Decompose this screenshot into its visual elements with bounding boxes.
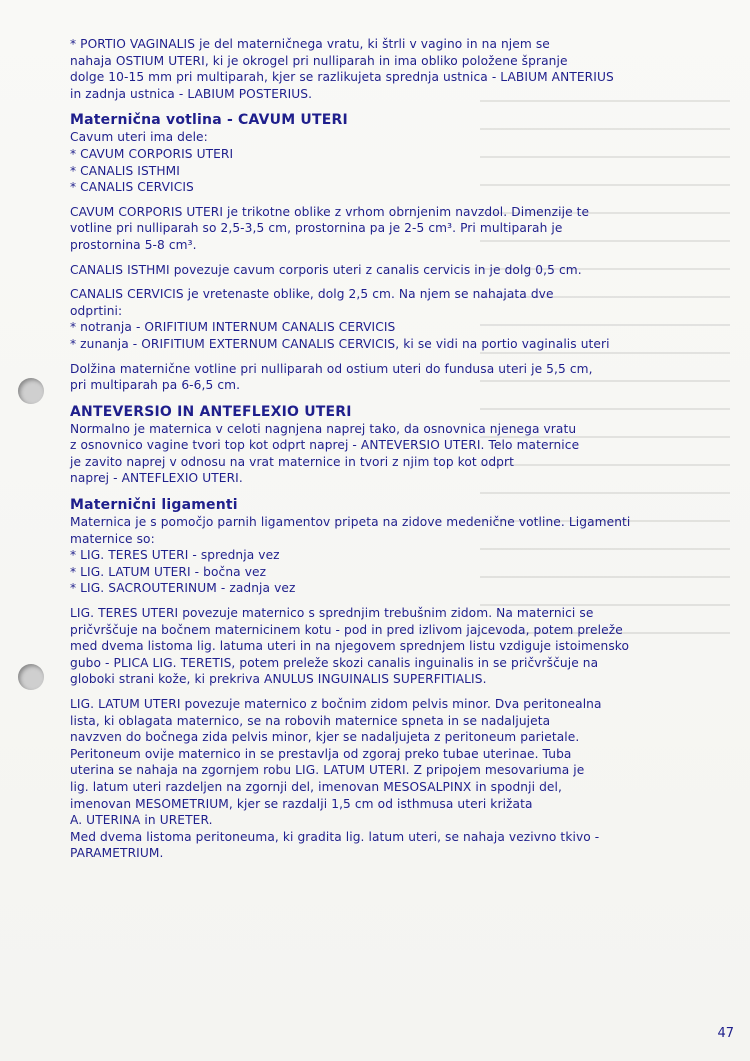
text-line: pričvrščuje na bočnem maternicinem kotu - pod in pred izlivom jajcevoda, potem preleže [70,622,623,637]
text-line: uterina se nahaja na zgornjem robu LIG. LATUM UTERI. Z pripojem mesovariuma je [70,763,585,778]
list-item: * LIG. SACROUTERINUM - zadnja vez [70,581,296,596]
text-line: med dvema listoma lig. latuma uteri in na njegovem sprednjem listu vzdiguje istoimensko [70,639,630,654]
text-line: prostornina 5-8 cm³. [70,237,197,252]
text-line: votline pri nulliparah so 2,5-3,5 cm, prostornina pa je 2-5 cm³. Pri multiparah je [70,221,563,236]
text-line: pri multiparah pa 6-6,5 cm. [70,378,241,393]
list-item: * LIG. TERES UTERI - sprednja vez [70,548,280,563]
text-line: Cavum uteri ima dele: [70,130,208,145]
text-line: imenovan MESOMETRIUM, kjer se razdalji 1,5 cm od isthmusa uteri križata [70,796,533,811]
text-line: CAVUM CORPORIS UTERI je trikotne oblike z vrhom obrnjenim navzdol. Dimenzije te [70,204,590,219]
punch-hole-top [18,378,44,404]
text-line: z osnovnico vagine tvori top kot odprt naprej - ANTEVERSIO UTERI. Telo maternice [70,438,580,453]
text-line: LIG. TERES UTERI povezuje maternico s sprednjim trebušnim zidom. Na maternici se [70,606,594,621]
ligamenti-list [70,514,715,597]
text-line: Dolžina maternične votline pri nulliparah od ostium uteri do fundusa uteri je 5,5 cm, [70,361,593,376]
text-line: dolge 10-15 mm pri multiparah, kjer se razlikujeta sprednja ustnica - LABIUM ANTERIUS [70,70,614,85]
length-paragraph [70,361,715,394]
heading-cavum-uteri: Maternična votlina - CAVUM UTERI [70,112,348,129]
text-line: CANALIS CERVICIS je vretenaste oblike, dolg 2,5 cm. Na njem se nahajata dve [70,287,554,302]
text-line: lig. latum uteri razdeljen na zgornji del, imenovan MESOSALPINX in spodnji del, [70,779,562,794]
list-item: * notranja - ORIFITIUM INTERNUM CANALIS CERVICIS [70,320,396,335]
cavum-uteri-parts-list [70,129,715,195]
text-line: maternice so: [70,531,155,546]
anteversio-paragraph [70,421,715,487]
heading-anteversio: ANTEVERSIO IN ANTEFLEXIO UTERI [70,403,352,420]
list-item: * zunanja - ORIFITIUM EXTERNUM CANALIS CERVICIS, ki se vidi na portio vaginalis uteri [70,336,610,351]
portio-vaginalis-paragraph [70,36,715,102]
punch-hole-bottom [18,664,44,690]
text-line: Med dvema listoma peritoneuma, ki gradita lig. latum uteri, se nahaja vezivno tkivo - [70,829,600,844]
text-line: odprtini: [70,303,123,318]
text-line: PARAMETRIUM. [70,846,164,861]
text-line: globoki strani kože, ki prekriva ANULUS INGUINALIS SUPERFITIALIS. [70,672,487,687]
text-line: Peritoneum ovije maternico in se prestavlja od zgoraj preko tubae uterinae. Tuba [70,746,572,761]
heading-ligamenti: Maternični ligamenti [70,497,238,514]
cavum-corporis-paragraph [70,204,715,254]
text-line: navzven do bočnega zida pelvis minor, kjer se nadaljujeta z peritoneum parietale. [70,730,580,745]
text-line: CANALIS ISTHMI povezuje cavum corporis uteri z canalis cervicis in je dolg 0,5 cm. [70,262,582,277]
lig-teres-paragraph [70,605,715,688]
text-line: nahaja OSTIUM UTERI, ki je okrogel pri nulliparah in ima obliko položene špranje [70,53,568,68]
list-item: * CAVUM CORPORIS UTERI [70,146,234,161]
list-item: * LIG. LATUM UTERI - bočna vez [70,564,267,579]
text-line: je zavito naprej v odnosu na vrat maternice in tvori z njim top kot odprt [70,454,514,469]
canalis-cervicis-paragraph [70,286,715,352]
text-line: lista, ki oblagata maternico, se na robovih maternice spneta in se nadaljujeta [70,713,551,728]
text-line: A. UTERINA in URETER. [70,813,213,828]
lig-latum-paragraph [70,696,715,862]
text-line: Normalno je maternica v celoti nagnjena naprej tako, da osnovnica njenega vratu [70,421,577,436]
text-line: LIG. LATUM UTERI povezuje maternico z bočnim zidom pelvis minor. Dva peritonealna [70,697,602,711]
text-line: gubo - PLICA LIG. TERETIS, potem preleže skozi canalis inguinalis in se pričvrščuje na [70,655,599,670]
list-item: * CANALIS CERVICIS [70,180,194,195]
canalis-isthmi-paragraph [70,262,715,279]
text-line: * PORTIO VAGINALIS je del materničnega vratu, ki štrli v vagino in na njem se [70,37,550,51]
handwritten-notes [70,36,715,862]
list-item: * CANALIS ISTHMI [70,163,180,178]
page-number: 47 [717,1026,734,1041]
text-line: naprej - ANTEFLEXIO UTERI. [70,471,243,486]
text-line: Maternica je s pomočjo parnih ligamentov pripeta na zidove medenične votline. Ligamenti [70,515,631,530]
text-line: in zadnja ustnica - LABIUM POSTERIUS. [70,86,313,101]
